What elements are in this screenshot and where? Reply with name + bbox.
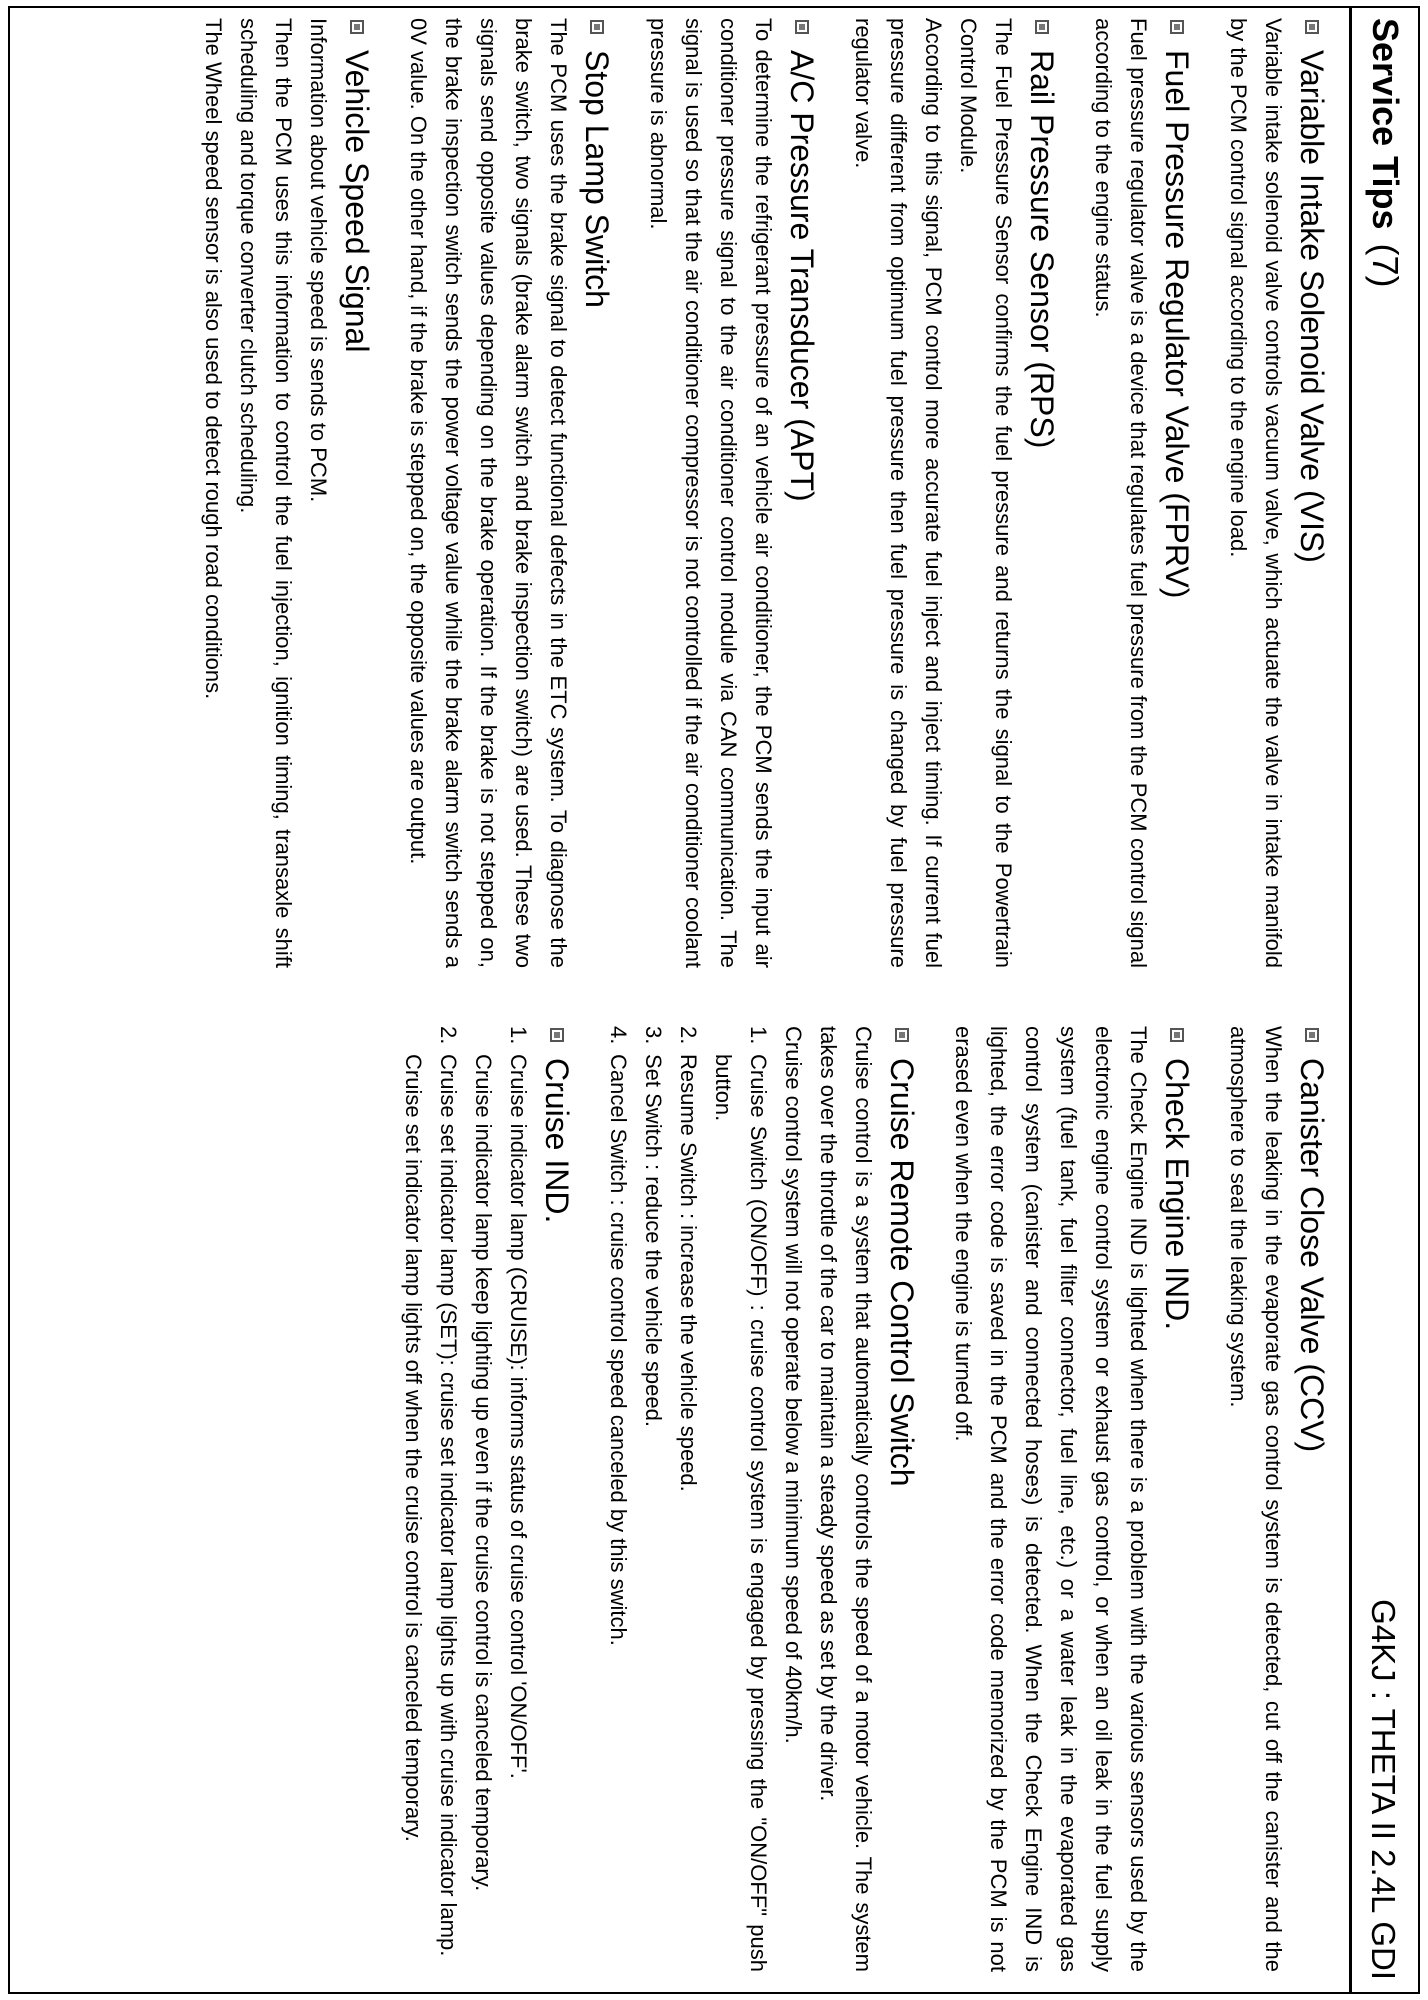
section-title-text: Variable Intake Solenoid Valve (VIS)	[1294, 50, 1330, 563]
section-vss	[196, 18, 377, 968]
square-bullet-icon	[550, 1028, 564, 1042]
engine-model: G4KJ : THETA II 2.4L GDI	[1365, 1599, 1402, 1980]
section-title-text: Stop Lamp Switch	[579, 50, 615, 308]
list-number: 2.	[436, 1026, 461, 1045]
list-text: Resume Switch : increase the vehicle speed.	[676, 1054, 701, 1492]
section-title-text: Cruise IND.	[539, 1058, 575, 1224]
section-body: Cruise control is a system that automatically controls the speed of a motor vehicle. The system takes over the throttle of the car to maintain a steady speed as set by the driver.	[816, 1026, 876, 1972]
section-title	[337, 18, 377, 968]
square-bullet-icon	[1305, 20, 1319, 34]
section-title-text: Check Engine IND.	[1159, 1058, 1195, 1331]
list-item	[636, 1026, 671, 1972]
section-body: Then the PCM uses this information to control the fuel injection, ignition timing, transaxle shift scheduling and torque converter clutch scheduling.	[236, 18, 296, 968]
square-bullet-icon	[895, 1028, 909, 1042]
section-note: Cruise control system will not operate below a minimum speed of 40km/h.	[781, 1026, 806, 1744]
section-title-text: Canister Close Valve (CCV)	[1294, 1058, 1330, 1453]
list-number: 4.	[606, 1026, 631, 1045]
list-number: 1.	[506, 1026, 531, 1045]
section-apt	[641, 18, 822, 968]
section-body: The Wheel speed sensor is also used to detect rough road conditions.	[201, 18, 226, 700]
section-check-engine	[946, 1026, 1197, 1972]
section-rps	[846, 18, 1062, 968]
list-number: 1.	[746, 1026, 771, 1045]
section-body: The Fuel Pressure Sensor confirms the fuel pressure and returns the signal to the Powertrain Control Module.	[956, 18, 1016, 968]
section-title	[882, 1026, 922, 1972]
square-bullet-icon	[1305, 1028, 1319, 1042]
section-title	[1157, 18, 1197, 968]
section-title-text: Cruise Remote Control Switch	[884, 1058, 920, 1487]
section-title-text: Rail Pressure Sensor (RPS)	[1024, 50, 1060, 449]
section-title	[1292, 1026, 1332, 1972]
page-frame	[8, 6, 1420, 1994]
section-title	[537, 1026, 577, 1972]
list-text: Cancel Switch : cruise control speed canceled by this switch.	[606, 1054, 631, 1646]
section-body: To determine the refrigerant pressure of an vehicle air conditioner, the PCM sends the input air conditioner pressure signal to the air conditioner control module via CAN communication. The signal is used so that the air conditioner compressor is not controlled if the air conditioner coolant pressure is abnormal.	[646, 18, 776, 968]
square-bullet-icon	[1035, 20, 1049, 34]
section-title	[577, 18, 617, 968]
section-body: When the leaking in the evaporate gas control system is detected, cut off the canister and the atmosphere to seal the leaking system.	[1226, 1026, 1286, 1972]
square-bullet-icon	[590, 20, 604, 34]
section-title	[1022, 18, 1062, 968]
switch-list	[601, 1026, 776, 1972]
list-item	[431, 1026, 466, 1972]
list-item	[706, 1026, 776, 1972]
section-body: According to this signal, PCM control more accurate fuel inject and inject timing. If current fuel pressure different from optimum fuel pressure then fuel pressure is changed by fuel pressure regulator valve.	[851, 18, 946, 968]
page-number: (7)	[1365, 243, 1406, 288]
square-bullet-icon	[1170, 20, 1184, 34]
page-header	[1349, 8, 1418, 1992]
section-title-text: A/C Pressure Transducer (APT)	[784, 50, 820, 502]
list-text: Cruise indicator lamp (CRUISE): informs status of cruise control 'ON/OFF'.	[506, 1054, 531, 1779]
section-fprv	[1086, 18, 1197, 968]
section-ccv	[1221, 1026, 1332, 1972]
section-vis	[1221, 18, 1332, 968]
list-subtext: Cruise indicator lamp keep lighting up even if the cruise control is canceled temporary.	[471, 1054, 496, 1892]
square-bullet-icon	[795, 20, 809, 34]
section-title	[782, 18, 822, 968]
list-item	[601, 1026, 636, 1972]
left-column	[196, 18, 1332, 968]
indicator-list	[396, 1026, 536, 1972]
section-title	[1292, 18, 1332, 968]
section-body: Information about vehicle speed is sends to PCM.	[306, 18, 331, 503]
page-title-text: Service Tips	[1365, 18, 1406, 230]
section-body: The PCM uses the brake signal to detect functional defects in the ETC system. To diagnose the brake switch, two signals (brake alarm switch and brake inspection switch) are used. These two signals send opposite values depending on the brake operation. If the brake is not stepped on, the brake inspection switch sends the power voltage value while the brake alarm switch sends a 0V value. On the other hand, if the brake is stepped on, the opposite values are output.	[406, 18, 571, 968]
list-item	[671, 1026, 706, 1972]
section-body: The Check Engine IND is lighted when there is a problem with the various sensors used by the electronic engine control system or exhaust gas control, or when an oil leak in the fuel supply system (fuel tank, fuel filter connector, fuel line, etc.) or a water leak in the evaporated gas control system (canister and connected hoses) is detected. When the Check Engine IND is lighted, the error code is saved in the PCM and the error code memorized by the PCM is not erased even when the engine is turned off.	[951, 1026, 1151, 1972]
square-bullet-icon	[350, 20, 364, 34]
list-text: Cruise Switch (ON/OFF) : cruise control system is engaged by pressing the "ON/OFF" push button.	[711, 1054, 771, 1972]
list-item	[501, 1026, 536, 1972]
section-title-text: Fuel Pressure Regulator Valve (FPRV)	[1159, 50, 1195, 599]
list-text: Cruise set indicator lamp (SET): cruise set indicator lamp lights up with cruise indicator lamp.	[436, 1054, 461, 1957]
right-column	[396, 1026, 1332, 1972]
list-subtext: Cruise set indicator lamp lights off when the cruise control is canceled temporary.	[401, 1054, 426, 1842]
section-cruise-ind	[396, 1026, 577, 1972]
square-bullet-icon	[1170, 1028, 1184, 1042]
list-text: Set Switch : reduce the vehicle speed.	[641, 1054, 666, 1427]
list-number: 3.	[641, 1026, 666, 1045]
list-number: 2.	[676, 1026, 701, 1045]
page-title	[1364, 18, 1406, 287]
section-title-text: Vehicle Speed Signal	[339, 50, 375, 353]
section-body: Variable intake solenoid valve controls vacuum valve, which actuate the valve in intake manifold by the PCM control signal according to the engine load.	[1226, 18, 1286, 968]
section-body: Fuel pressure regulator valve is a device that regulates fuel pressure from the PCM control signal according to the engine status.	[1091, 18, 1151, 968]
section-cruise-switch	[601, 1026, 922, 1972]
section-stop-lamp	[401, 18, 617, 968]
section-title	[1157, 1026, 1197, 1972]
